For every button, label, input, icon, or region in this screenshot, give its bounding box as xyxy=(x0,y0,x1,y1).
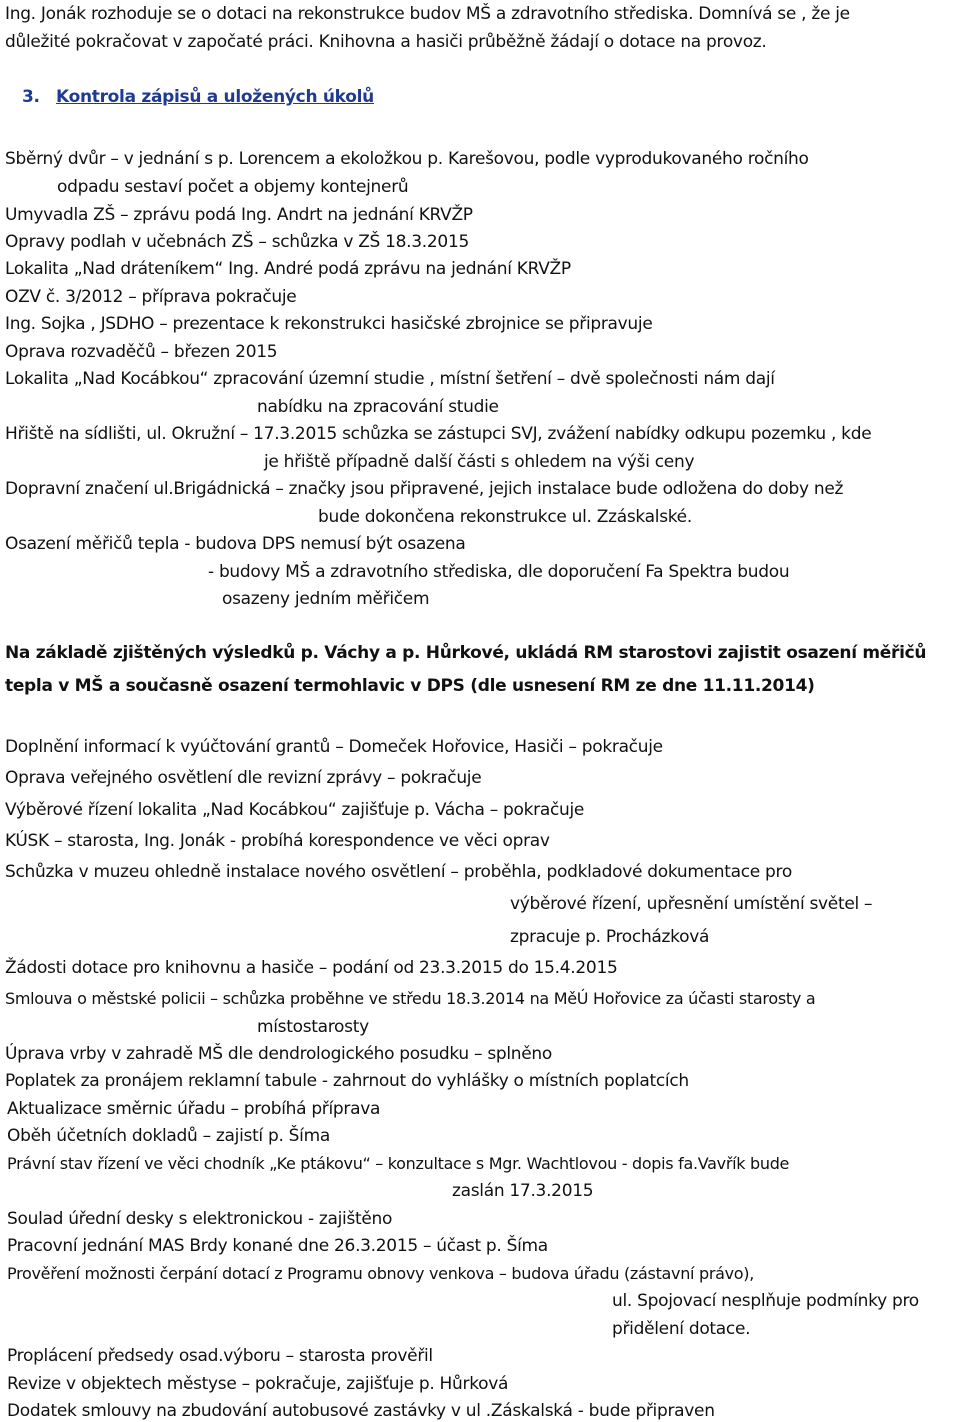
task-line: bude dokončena rekonstrukce ul. Zzáskalské. xyxy=(318,507,692,527)
item-line: výběrové řízení, upřesnění umístění světel – xyxy=(510,894,873,914)
resolution-line: Na základě zjištěných výsledků p. Váchy a p. Hůrkové, ukládá RM starostovi zajistit osazení měřičů xyxy=(5,643,927,663)
item-line: Právní stav řízení ve věci chodník „Ke ptákovu“ – konzultace s Mgr. Wachtlovou - dopis fa.Vavřík bude xyxy=(7,1154,790,1173)
item-line: zpracuje p. Procházková xyxy=(510,927,710,947)
section-title: Kontrola zápisů a uložených úkolů xyxy=(56,87,374,107)
item-line: Proplácení předsedy osad.výboru – starosta prověřil xyxy=(7,1346,433,1366)
item-line: Oprava veřejného osvětlení dle revizní zprávy – pokračuje xyxy=(5,768,482,788)
task-line: Ing. Sojka , JSDHO – prezentace k rekonstrukci hasičské zbrojnice se připravuje xyxy=(5,314,653,334)
item-line: Oběh účetních dokladů – zajistí p. Šíma xyxy=(7,1126,330,1146)
item-line: Prověření možnosti čerpání dotací z Programu obnovy venkova – budova úřadu (zástavní právo), xyxy=(7,1264,755,1283)
intro-line: Ing. Jonák rozhoduje se o dotaci na rekonstrukce budov MŠ a zdravotního střediska. Domnívá se , že je xyxy=(5,4,850,24)
item-line: Smlouva o městské policii – schůzka proběhne ve středu 18.3.2014 na MěÚ Hořovice za účasti starosty a xyxy=(5,989,816,1008)
item-line: Doplnění informací k vyúčtování grantů – Domeček Hořovice, Hasiči – pokračuje xyxy=(5,737,663,757)
resolution-line: tepla v MŠ a současně osazení termohlavic v DPS (dle usnesení RM ze dne 11.11.2014) xyxy=(5,676,815,696)
task-line: Opravy podlah v učebnách ZŠ – schůzka v ZŠ 18.3.2015 xyxy=(5,232,469,252)
item-line: Revize v objektech městyse – pokračuje, zajišťuje p. Hůrková xyxy=(7,1374,509,1394)
item-line: ul. Spojovací nesplňuje podmínky pro xyxy=(612,1291,919,1311)
item-line: KÚSK – starosta, Ing. Jonák - probíhá korespondence ve věci oprav xyxy=(5,831,550,851)
task-line: Sběrný dvůr – v jednání s p. Lorencem a ekoložkou p. Karešovou, podle vyprodukovaného ročního xyxy=(5,149,809,169)
task-line: osazeny jedním měřičem xyxy=(222,589,430,609)
item-line: Výběrové řízení lokalita „Nad Kocábkou“ zajišťuje p. Vácha – pokračuje xyxy=(5,800,585,820)
item-line: Aktualizace směrnic úřadu – probíhá příprava xyxy=(7,1099,381,1119)
item-line: Poplatek za pronájem reklamní tabule - zahrnout do vyhlášky o místních poplatcích xyxy=(5,1071,689,1091)
item-line: Dodatek smlouvy na zbudování autobusové zastávky v ul .Záskalská - bude připraven xyxy=(7,1401,715,1421)
intro-line: důležité pokračovat v započaté práci. Knihovna a hasiči průběžně žádají o dotace na provoz. xyxy=(5,32,767,52)
task-line: Lokalita „Nad dráteníkem“ Ing. André podá zprávu na jednání KRVŽP xyxy=(5,259,571,279)
task-line: OZV č. 3/2012 – příprava pokračuje xyxy=(5,287,297,307)
task-line: Oprava rozvaděčů – březen 2015 xyxy=(5,342,278,362)
item-line: Úprava vrby v zahradě MŠ dle dendrologického posudku – splněno xyxy=(5,1044,552,1064)
task-line: Hřiště na sídlišti, ul. Okružní – 17.3.2015 schůzka se zástupci SVJ, zvážení nabídky odkupu pozemku , kde xyxy=(5,424,872,444)
task-line: Lokalita „Nad Kocábkou“ zpracování územní studie , místní šetření – dvě společnosti nám dají xyxy=(5,369,775,389)
task-line: Dopravní značení ul.Brigádnická – značky jsou připravené, jejich instalace bude odložena do doby než xyxy=(5,479,844,499)
task-line: Osazení měřičů tepla - budova DPS nemusí být osazena xyxy=(5,534,466,554)
item-line: Žádosti dotace pro knihovnu a hasiče – podání od 23.3.2015 do 15.4.2015 xyxy=(5,958,618,978)
section-number: 3. xyxy=(22,87,40,107)
item-line: přidělení dotace. xyxy=(612,1319,751,1339)
task-line: nabídku na zpracování studie xyxy=(257,397,499,417)
task-line: je hřiště případně další části s ohledem na výši ceny xyxy=(264,452,695,472)
item-line: místostarosty xyxy=(257,1017,369,1037)
task-line: - budovy MŠ a zdravotního střediska, dle doporučení Fa Spektra budou xyxy=(208,562,790,582)
item-line: zaslán 17.3.2015 xyxy=(452,1181,594,1201)
task-line: odpadu sestaví počet a objemy kontejnerů xyxy=(57,177,409,197)
task-line: Umyvadla ZŠ – zprávu podá Ing. Andrt na jednání KRVŽP xyxy=(5,205,473,225)
item-line: Schůzka v muzeu ohledně instalace nového osvětlení – proběhla, podkladové dokumentace pro xyxy=(5,862,792,882)
item-line: Pracovní jednání MAS Brdy konané dne 26.3.2015 – účast p. Šíma xyxy=(7,1236,548,1256)
item-line: Soulad úřední desky s elektronickou - zajištěno xyxy=(7,1209,393,1229)
